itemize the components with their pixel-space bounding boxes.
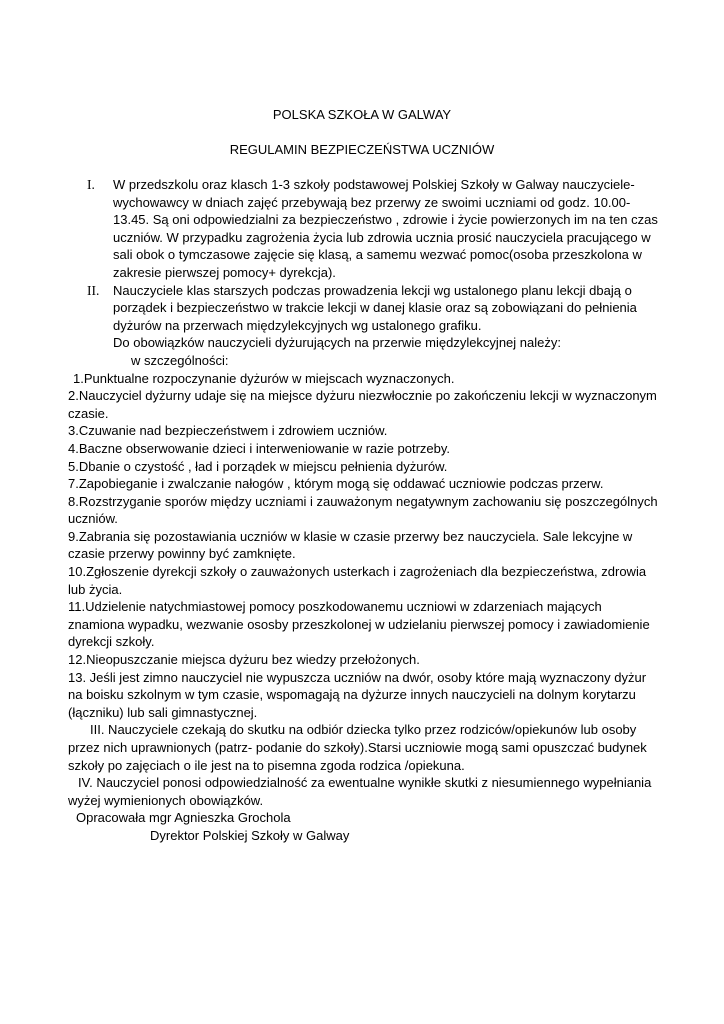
section-1 [68,176,658,282]
duty-item: 8.Rozstrzyganie sporów między uczniami i zauważonym negatywnym zachowaniu się poszczególnych uczniów. [68,493,658,527]
duty-item: 1.Punktualne rozpoczynanie dyżurów w miejscach wyznaczonych. [73,370,455,386]
section-3-text: III. Nauczyciele czekają do skutku na odbiór dziecka tylko przez rodziców/opiekunów lub osoby przez nich uprawnionych (patrz- podanie do szkoły).Starsi uczniowie mogą sami opuszczać budynek szkoły po zajęciach o ile jest na to pisemna zgoda rodzica /opiekuna. [68,722,647,773]
duty-item: 5.Dbanie o czystość , ład i porządek w miejscu pełnienia dyżurów. [68,458,448,474]
author-signature: Opracowała mgr Agnieszka Grochola [76,810,291,826]
document-body [68,176,658,845]
duty-item: 7.Zapobieganie i zwalczanie nałogów , którym mogą się oddawać uczniowie podczas przerw. [68,476,604,492]
section-1-text: W przedszkolu oraz klasch 1-3 szkoły podstawowej Polskiej Szkoły w Galway nauczyciele-wychowawcy w dniach zajęć przebywają bez przerwy ze swoimi uczniami od godz. 10.00-13.45. Są oni odpowiedzialni za bezpieczeństwo , zdrowie i życie powierzonych im na ten czas uczniów. W przypadku zagrożenia życia lub zdrowia ucznia prosić nauczyciela pracującego w sali obok o tymczasowe zajęcie się klasą, a samemu wezwać pomoc(osoba przeszkolona w zakresie pierwszej pomocy+ dyrekcja). [113,177,658,280]
duty-item: 9.Zabrania się pozostawiania uczniów w klasie w czasie przerwy bez nauczyciela. Sale lekcyjne w czasie przerwy powinny być zamknięte. [68,528,633,562]
section-2-text: Nauczyciele klas starszych podczas prowadzenia lekcji wg ustalonego planu lekcji dbają o porządek i bezpieczeństwo w trakcie lekcji w danej klasie oraz są zobowiązani do pełnienia dyżurów na przerwach międzylekcyjnych wg ustalonego grafiku. [113,282,637,333]
duty-item: 11.Udzielenie natychmiastowej pomocy poszkodowanemu uczniowi w zdarzeniach mających znamiona wypadku, wezwanie ososby przeszkolonej w udzielaniu pierwszej pomocy i zawiadomienie dyrekcji szkoły. [68,599,650,650]
document-title: REGULAMIN BEZPIECZEŃSTWA UCZNIÓW [229,142,495,157]
duty-item: 2.Nauczyciel dyżurny udaje się na miejsce dyżuru niezwłocznie po zakończeniu lekcji w wyznaczonym czasie. [68,388,657,421]
duties-intro-2: w szczególności: [131,352,229,368]
duty-item: 12.Nieopuszczanie miejsca dyżuru bez wiedzy przełożonych. [68,652,420,668]
duty-item: 10.Zgłoszenie dyrekcji szkoły o zauważonych usterkach i zagrożeniach dla bezpieczeństwa, zdrowia lub życia. [68,564,647,597]
director-signature: Dyrektor Polskiej Szkoły w Galway [150,827,350,843]
section-2 [68,282,658,335]
duties-intro: Do obowiązków nauczycieli dyżurujących na przerwie międzylekcyjnej należy: [113,335,561,351]
duty-item: 13. Jeśli jest zimno nauczyciel nie wypuszcza uczniów na dwór, osoby które mają wyznaczony dyżur na boisku szkolnym w tym czasie, wspomagają na dyżurze innych nauczycieli na dolnym korytarzu (łączniku) lub sali gimnastycznej. [68,669,647,720]
section-2-marker: II. [87,282,100,298]
school-name: POLSKA SZKOŁA W GALWAY [272,107,452,122]
section-1-marker: I. [87,177,95,192]
section-4-text: IV. Nauczyciel ponosi odpowiedzialność za ewentualne wynikłe skutki z niesumiennego wypełniania wyżej wymienionych obowiązków. [68,775,652,808]
duty-item: 4.Baczne obserwowanie dzieci i interweniowanie w razie potrzeby. [68,440,451,456]
duty-item: 3.Czuwanie nad bezpieczeństwem i zdrowiem uczniów. [68,423,388,439]
